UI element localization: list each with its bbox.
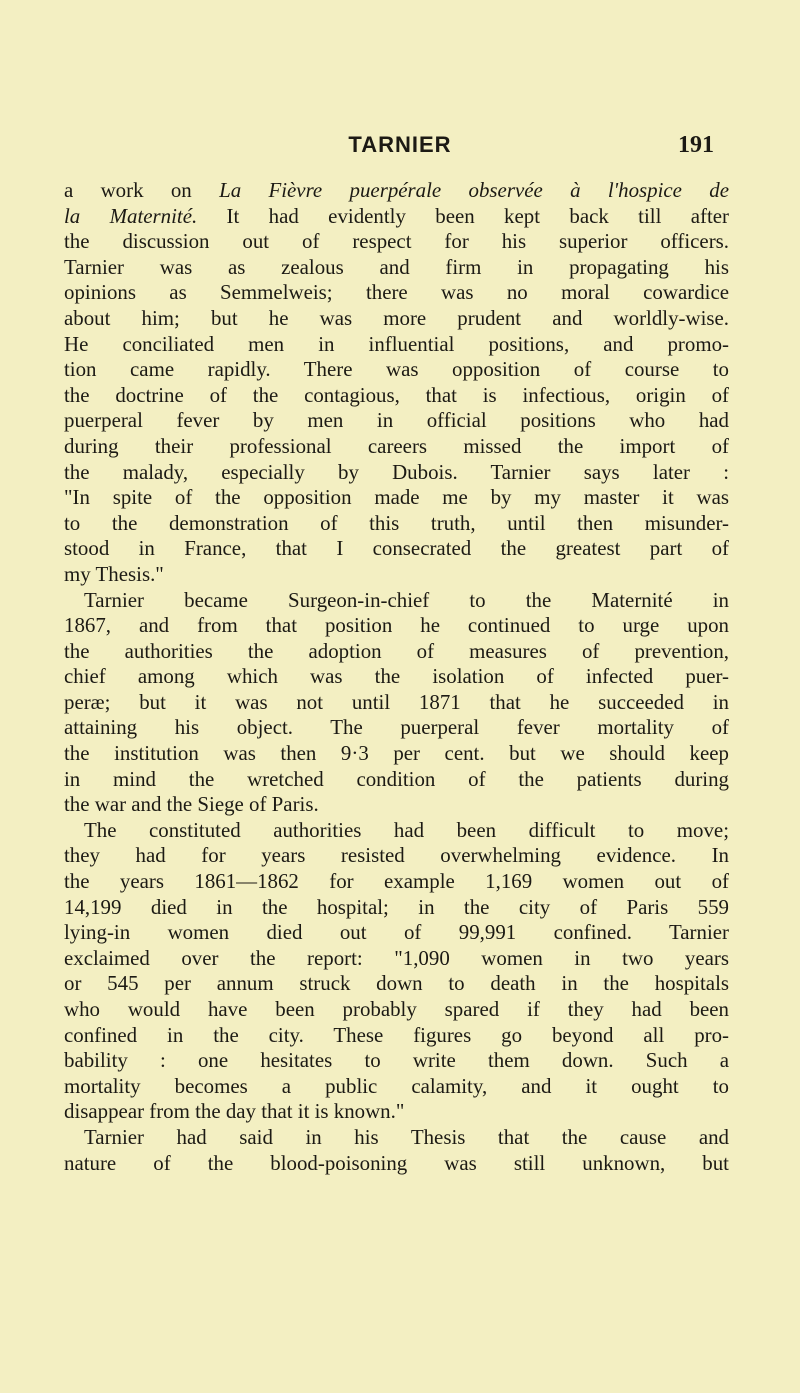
paragraph-start: Tarnier had said in his Thesis that the cause and [84,1124,729,1149]
text-line: opinions as Semmelweis; there was no moral cowardice [64,280,729,305]
text-line: chief among which was the isolation of infected puer- [64,664,729,689]
text-line: disappear from the day that it is known." [64,1099,405,1124]
text-line: mortality becomes a public calamity, and it ought to [64,1073,729,1098]
text-line: my Thesis." [64,561,164,586]
text-line: the institution was then 9·3 per cent. but we should keep [64,741,729,766]
text-line: bability : one hesitates to write them down. Such a [64,1048,729,1073]
text-line: during their professional careers missed the import of [64,433,729,458]
text-line: Tarnier was as zealous and firm in propagating his [64,254,729,279]
text-line: puerperal fever by men in official positions who had [64,408,729,433]
paragraph-start: Tarnier became Surgeon-in-chief to the Maternité in [84,587,729,612]
text-line: peræ; but it was not until 1871 that he succeeded in [64,689,729,714]
text-line: about him; but he was more prudent and worldly-wise. [64,305,729,330]
text-line: or 545 per annum struck down to death in the hospitals [64,971,729,996]
body-text [64,178,729,1176]
paragraph-start: The constituted authorities had been difficult to move; [84,817,729,842]
text-line: la Maternité. It had evidently been kept back till after [64,203,729,228]
text-line: the war and the Siege of Paris. [64,792,319,817]
text-line: the authorities the adoption of measures of prevention, [64,638,729,663]
text-line: the discussion out of respect for his superior officers. [64,229,729,254]
text-line: 1867, and from that position he continued to urge upon [64,613,729,638]
text-line: lying-in women died out of 99,991 confined. Tarnier [64,920,729,945]
text-line: "In spite of the opposition made me by my master it was [64,485,729,510]
text-line: exclaimed over the report: "1,090 women in two years [64,945,729,970]
text-line: the malady, especially by Dubois. Tarnier says later : [64,459,729,484]
text-line: the doctrine of the contagious, that is infectious, origin of [64,382,729,407]
text-line: a work on La Fièvre puerpérale observée à l'hospice de [64,178,729,202]
text-line: to the demonstration of this truth, until then misunder- [64,510,729,535]
text-line: nature of the blood-poisoning was still unknown, but [64,1150,729,1175]
text-line: attaining his object. The puerperal fever mortality of [64,715,729,740]
text-line: tion came rapidly. There was opposition of course to [64,357,729,382]
text-line: in mind the wretched condition of the patients during [64,766,729,791]
text-line: He conciliated men in influential positions, and promo- [64,331,729,356]
text-line: the years 1861—1862 for example 1,169 women out of [64,869,729,894]
running-head [40,132,760,164]
text-line: 14,199 died in the hospital; in the city of Paris 559 [64,894,729,919]
text-line: stood in France, that I consecrated the greatest part of [64,536,729,561]
page-number: 191 [678,132,714,158]
text-line: confined in the city. These figures go beyond all pro- [64,1022,729,1047]
text-line: who would have been probably spared if they had been [64,997,729,1021]
text-line: they had for years resisted overwhelming evidence. In [64,843,729,868]
running-title: TARNIER [348,132,452,157]
